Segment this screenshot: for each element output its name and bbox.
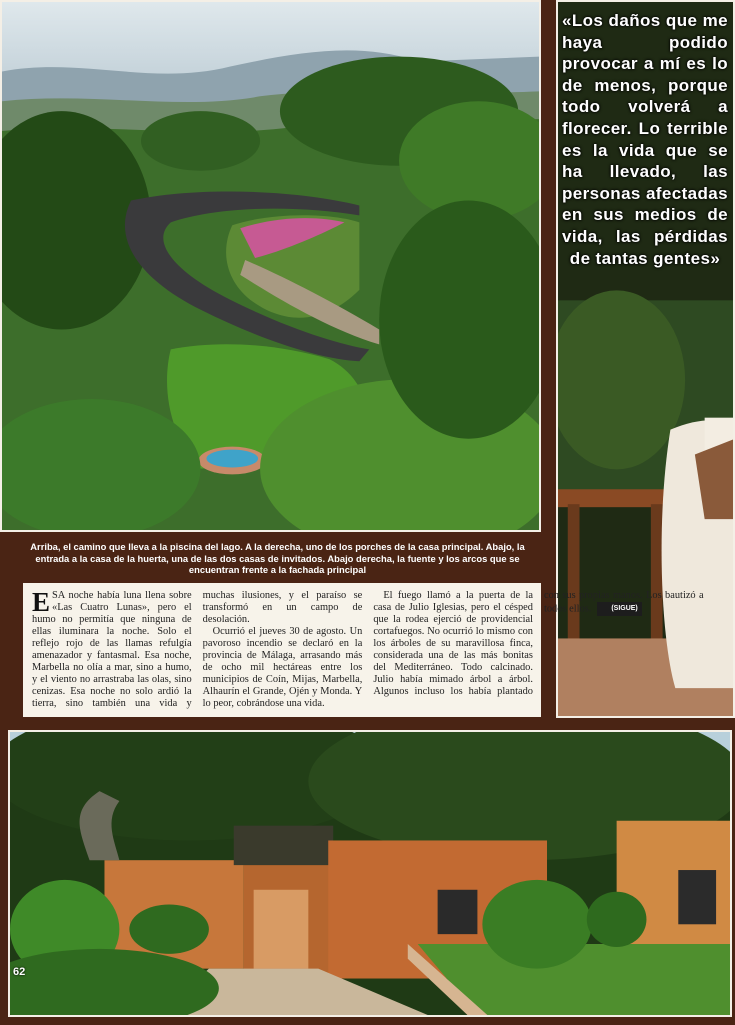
- continue-badge: (SIGUE): [597, 602, 641, 616]
- page-number: 62: [13, 966, 26, 978]
- guest-house-photo: [8, 730, 732, 1017]
- article-paragraph-text: El fuego llamó a la puerta de la casa de Julio Iglesias, pero el césped que la rodea ejerció de providencial cortafuegos. No ocurrió lo mismo con los árboles de su maravillosa finca, considerada una de las más bonitas del Mediterráneo. Todo calcinado. Julio había mimado árbol a árbol. Algunos incluso los había plantado con sus propias manos. Los bautizó a todos ellos.: [373, 590, 704, 697]
- article-paragraph: Ocurrió el jueves 30 de agosto. Un pavoroso incendio se declaró en la provincia de Málaga, arrasando más de ocho mil hectáreas entre los municipios de Coín, Mijas, Marbella, Alhaurín el Grande, Ojén y Monda. Y lo peor, cobrándose una vida.: [202, 625, 363, 709]
- drop-cap: E: [32, 587, 51, 617]
- article-body: [23, 583, 704, 717]
- article-paragraph-text: SA noche había luna llena sobre «Las Cuatro Lunas», pero el humo no permitía que ninguna de ellas iluminara la noche. Solo el reflejo rojo de las llamas refulgía amenazador y fantasmal. Esa noche, Marbella no olía a mar, sino a humo, y el viento no arrastraba las olas, sino cenizas. Esa noche no solo ardió la tierra, sino también una vida y muchas ilusiones, y el paraíso se transformó en un campo de desolación.: [32, 590, 363, 709]
- pull-quote: «Los daños que me haya podido provocar a mí es lo de menos, porque todo volverá a florecer. Lo terrible es la vida que se ha llevado, las personas afectadas en sus medios de vida, las pérdidas de tantas gentes»: [562, 11, 728, 268]
- garden-road-photo: [0, 0, 541, 532]
- article-columns: [32, 587, 704, 711]
- photo-caption: Arriba, el camino que lleva a la piscina del lago. A la derecha, uno de los porches de la casa principal. Abajo, la entrada a la casa de la huerta, una de las dos casas de invitados. Abajo derecha, la fuente y los arcos que se encuentran frente a la fachada principal: [30, 541, 525, 576]
